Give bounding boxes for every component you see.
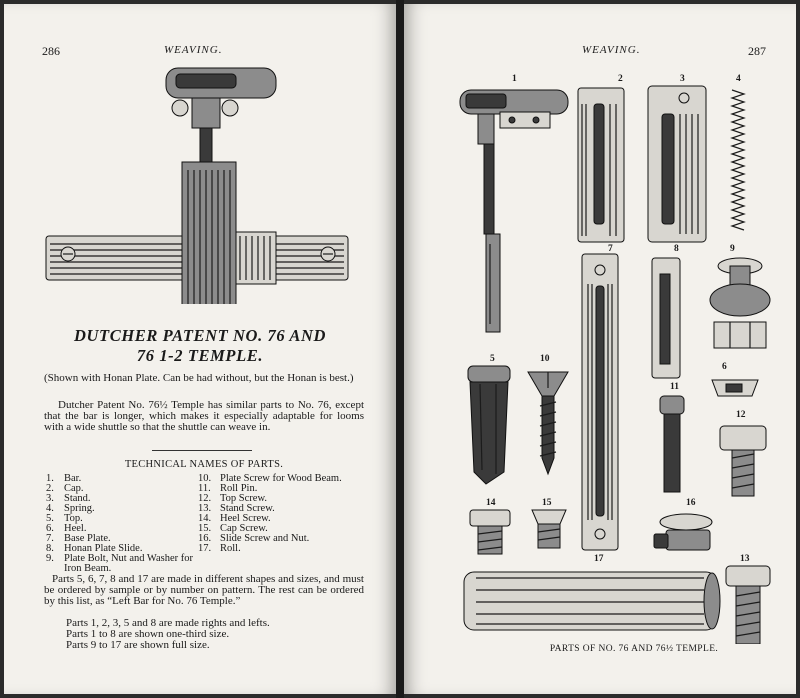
part-name: Base Plate. <box>64 533 111 544</box>
figure-caption: PARTS OF NO. 76 AND 76½ TEMPLE. <box>549 644 719 654</box>
honan-note: (Shown with Honan Plate. Can be had without, but the Honan is best.) <box>44 372 354 384</box>
book-gutter <box>396 0 404 698</box>
part-number: 15. <box>198 523 212 534</box>
part-9-plate-bolt <box>710 258 770 348</box>
part-label: 5 <box>490 354 495 364</box>
part-label: 10 <box>540 354 550 364</box>
part-label: 11 <box>670 382 679 392</box>
description-paragraph: Dutcher Patent No. 76½ Temple has similar parts to No. 76, except that the bar is longer, which makes it especially adaptable for looms with a wide shuttle so that the shuttle can weave in. <box>44 399 364 433</box>
right-page-number: 287 <box>748 44 766 58</box>
part-8-slide <box>652 258 680 378</box>
part-number: 2. <box>46 483 54 494</box>
part-number: 1. <box>46 473 54 484</box>
ordering-paragraph: Parts 5, 6, 7, 8 and 17 are made in different shapes and sizes, and must be ordered by sample or by number on pattern. The rest can be ordered by this list, as “Left Bar for No. 76 Temple.” <box>44 573 364 607</box>
part-4-spring <box>732 90 744 230</box>
part-12-top-screw <box>720 426 766 496</box>
part-5-top <box>468 366 510 484</box>
part-name: Spring. <box>64 503 95 514</box>
part-name: Honan Plate Slide. <box>64 543 143 554</box>
part-number: 14. <box>198 513 212 524</box>
part-name: Roll Pin. <box>220 483 258 494</box>
left-page <box>4 4 396 694</box>
part-16-slide-screw <box>654 514 712 550</box>
parts-list-column-1 <box>46 474 196 574</box>
right-running-head: WEAVING. <box>582 44 641 56</box>
page-title <box>30 326 370 366</box>
part-14-heel-screw <box>470 510 510 554</box>
part-15-cap-screw <box>532 510 566 548</box>
part-label: 15 <box>542 498 552 508</box>
part-label: 13 <box>740 554 750 564</box>
part-number: 3. <box>46 493 54 504</box>
part-number: 9. <box>46 553 54 564</box>
part-name: Top. <box>64 513 83 524</box>
part-number: 6. <box>46 523 54 534</box>
part-name: Cap. <box>64 483 84 494</box>
part-label: 8 <box>674 244 679 254</box>
part-name: Stand Screw. <box>220 503 275 514</box>
part-name: Cap Screw. <box>220 523 268 534</box>
part-label: 3 <box>680 74 685 84</box>
part-number: 13. <box>198 503 212 514</box>
final-line: Parts 9 to 17 are shown full size. <box>66 639 210 651</box>
part-label: 4 <box>736 74 741 84</box>
part-number: 17. <box>198 543 212 554</box>
part-3-stand <box>648 86 706 242</box>
part-name: Slide Screw and Nut. <box>220 533 310 544</box>
part-name: Plate Bolt, Nut and Washer for Iron Beam. <box>64 553 194 574</box>
parts-list-item <box>198 544 358 554</box>
part-name: Heel Screw. <box>220 513 271 524</box>
part-11-roll-pin <box>660 396 684 492</box>
part-number: 4. <box>46 503 54 514</box>
part-name: Bar. <box>64 473 82 484</box>
part-number: 5. <box>46 513 54 524</box>
part-number: 10. <box>198 473 212 484</box>
part-6-heel <box>712 380 758 396</box>
part-2-cap <box>578 88 624 242</box>
title-line-1: DUTCHER PATENT NO. 76 AND <box>74 326 326 345</box>
part-10-plate-screw <box>528 372 568 474</box>
part-number: 11. <box>198 483 211 494</box>
part-number: 7. <box>46 533 54 544</box>
temple-assembly-illustration <box>4 4 396 304</box>
part-name: Stand. <box>64 493 91 504</box>
part-label: 9 <box>730 244 735 254</box>
part-label: 2 <box>618 74 623 84</box>
part-label: 17 <box>594 554 604 564</box>
part-name: Plate Screw for Wood Beam. <box>220 473 342 484</box>
part-label: 6 <box>722 362 727 372</box>
left-page-number: 286 <box>42 44 60 58</box>
part-number: 16. <box>198 533 212 544</box>
parts-list-column-2 <box>198 474 358 554</box>
section-divider <box>152 450 252 451</box>
part-17-roll <box>464 572 720 630</box>
part-name: Roll. <box>220 543 241 554</box>
parts-heading: TECHNICAL NAMES OF PARTS. <box>124 459 284 470</box>
part-7-base-plate <box>582 254 618 550</box>
part-label: 1 <box>512 74 517 84</box>
part-label: 12 <box>736 410 746 420</box>
right-page <box>404 4 796 694</box>
title-line-2: 76 1-2 TEMPLE. <box>136 346 264 365</box>
part-name: Top Screw. <box>220 493 267 504</box>
final-line: Parts 1, 2, 3, 5 and 8 are made rights and lefts. <box>66 617 270 629</box>
part-name: Heel. <box>64 523 87 534</box>
parts-list-item <box>46 554 196 574</box>
part-number: 12. <box>198 493 212 504</box>
part-13-stand-screw <box>726 566 770 644</box>
part-label: 14 <box>486 498 496 508</box>
left-running-head: WEAVING. <box>164 44 223 56</box>
parts-illustration <box>404 4 796 644</box>
part-label: 16 <box>686 498 696 508</box>
part-1-bar <box>460 90 568 332</box>
final-line: Parts 1 to 8 are shown one-third size. <box>66 628 230 640</box>
part-label: 7 <box>608 244 613 254</box>
part-number: 8. <box>46 543 54 554</box>
